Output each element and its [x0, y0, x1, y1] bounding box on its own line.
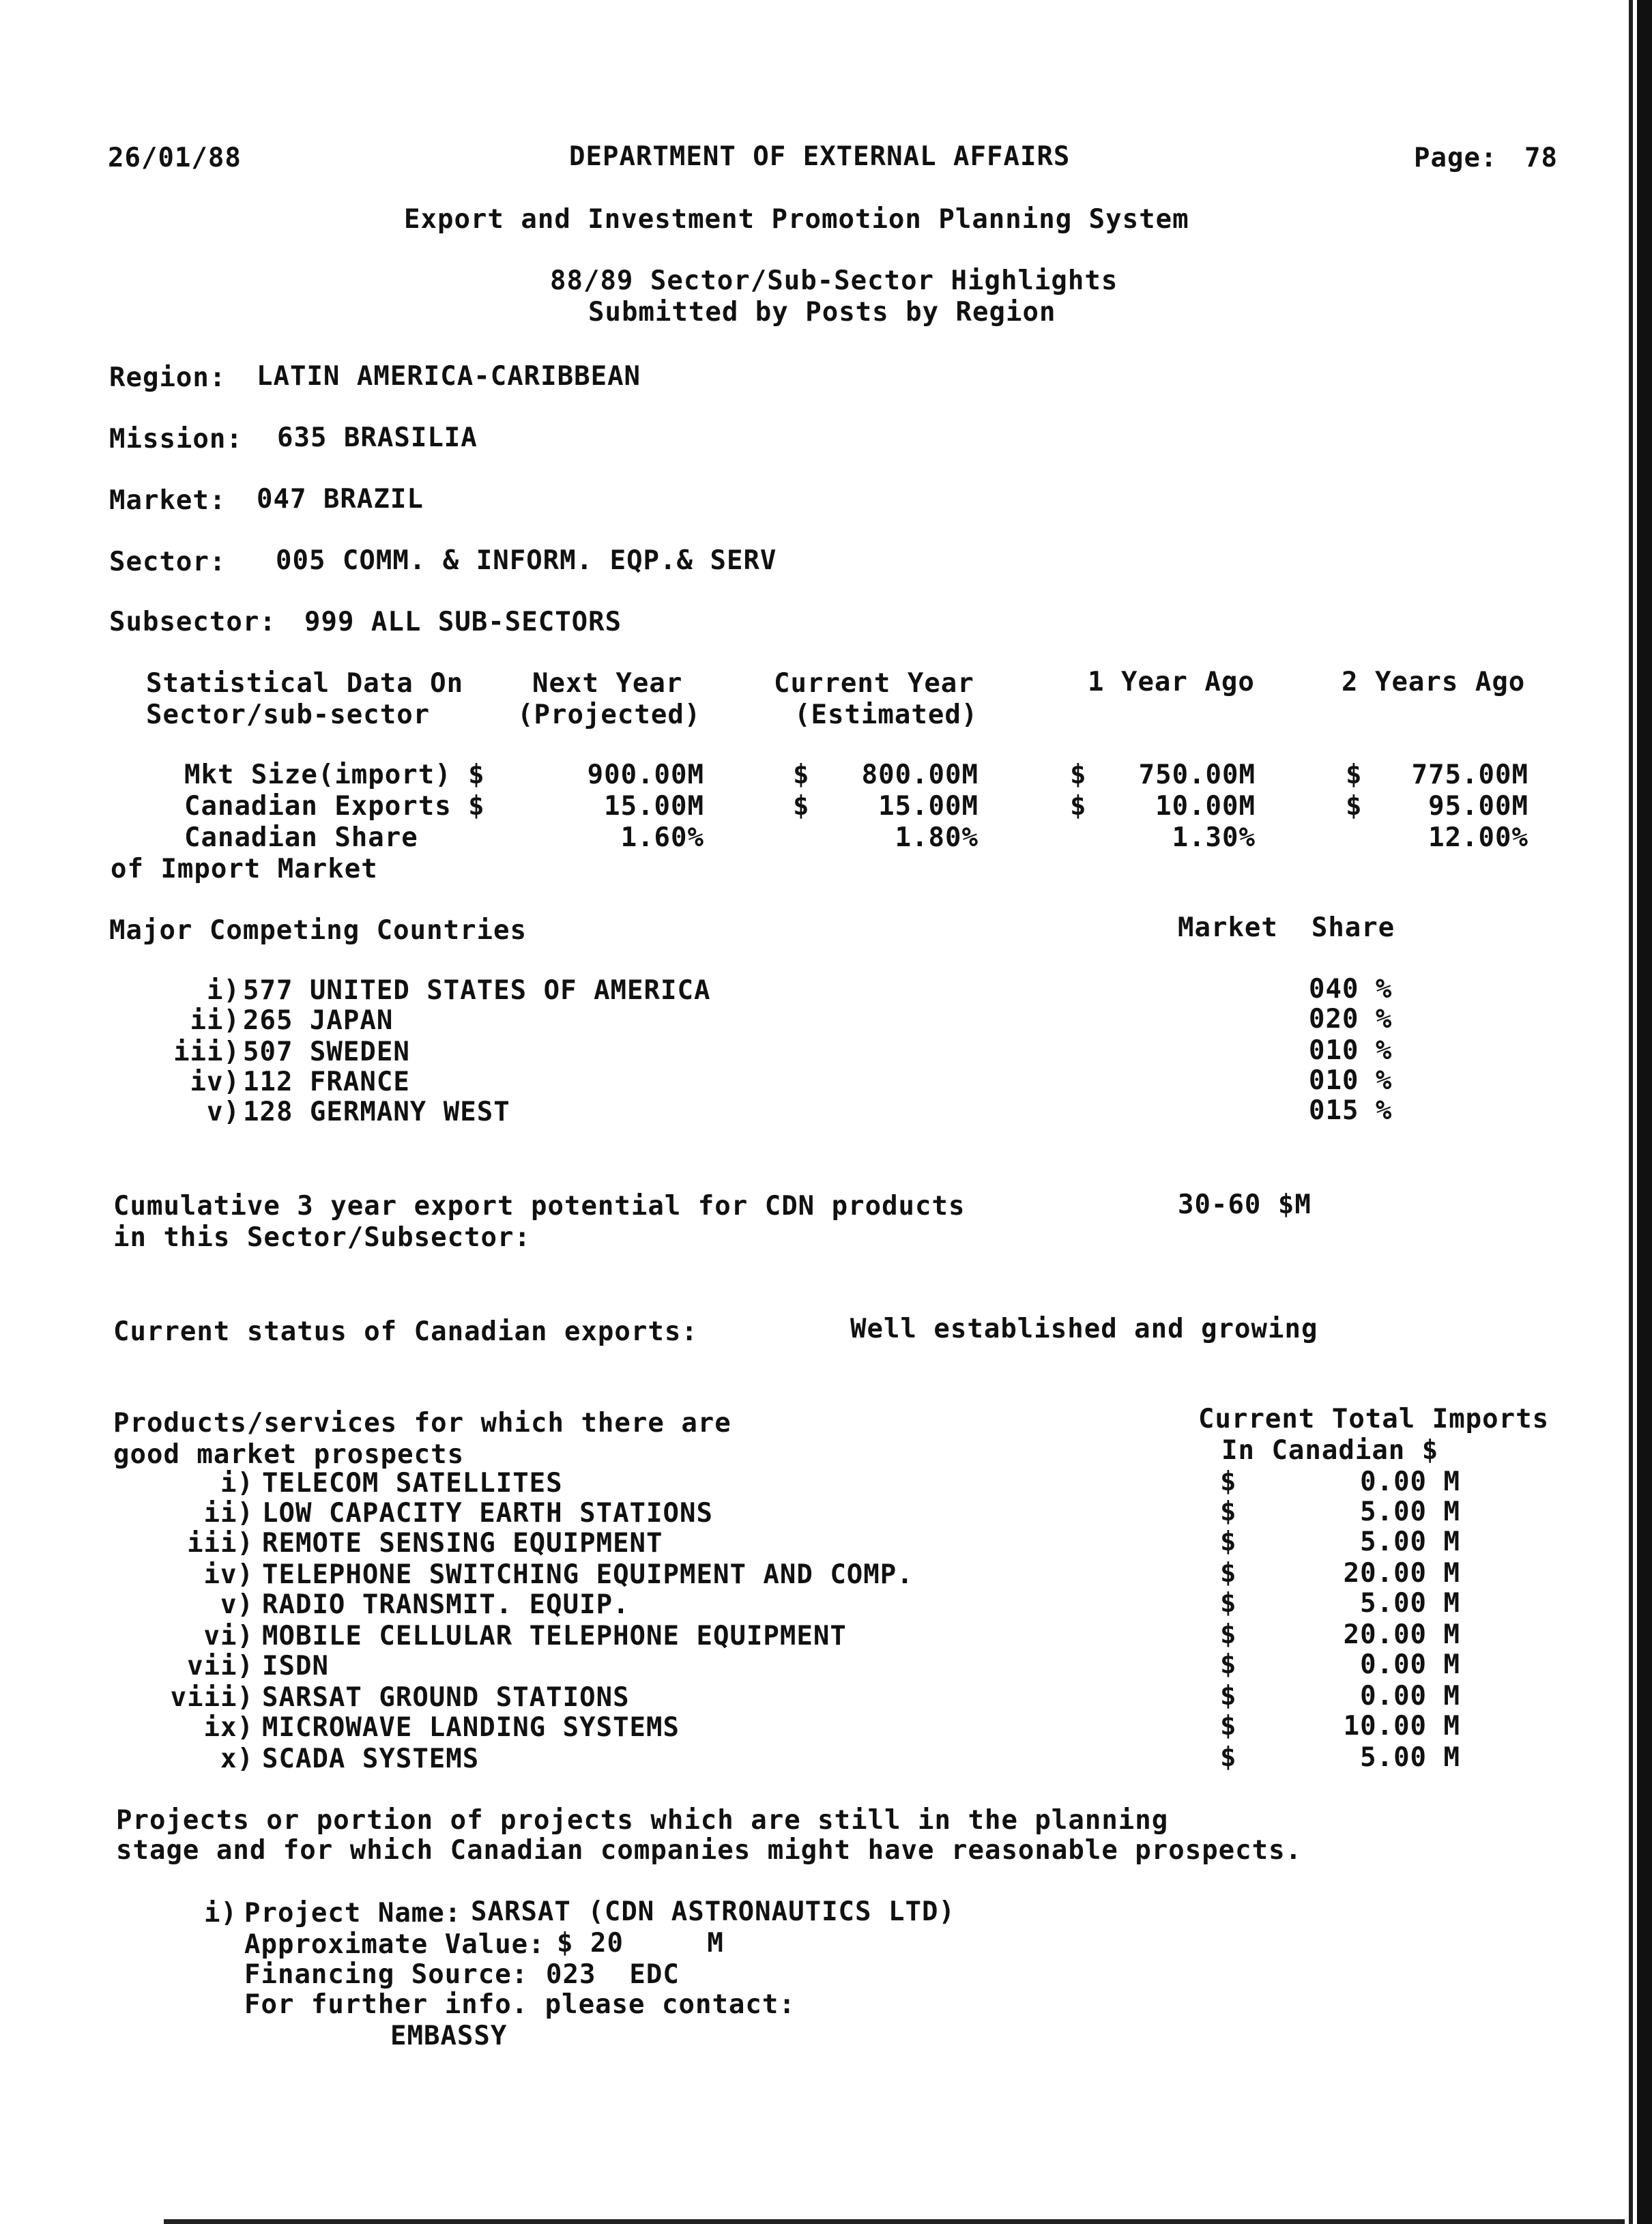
potential-value: 30-60 $M: [1178, 1189, 1312, 1220]
product-sym: $: [1220, 1742, 1237, 1773]
projects-line1: Projects or portion of projects which are still in the planning: [116, 1805, 1169, 1836]
scan-bottom-edge: [164, 2219, 1625, 2224]
market-label: Market:: [109, 485, 227, 516]
mission-value: 635 BRASILIA: [277, 422, 478, 453]
stats-1y-value: 10.00M: [1155, 791, 1256, 822]
competitor-country: 507 SWEDEN: [243, 1037, 410, 1067]
competitors-title: Major Competing Countries: [109, 915, 527, 946]
report-date: 26/01/88: [108, 143, 242, 173]
stats-header-label: Statistical Data On: [146, 668, 464, 699]
stats-2y-value: 95.00M: [1428, 791, 1528, 822]
product-name: SCADA SYSTEMS: [262, 1744, 480, 1774]
product-name: MOBILE CELLULAR TELEPHONE EQUIPMENT: [262, 1621, 847, 1651]
submitted-title: Submitted by Posts by Region: [588, 297, 1056, 328]
stats-header-label2: Sector/sub-sector: [146, 699, 431, 730]
product-sym: $: [1220, 1711, 1237, 1742]
potential-line2: in this Sector/Subsector:: [113, 1222, 531, 1253]
subsector-label: Subsector:: [109, 607, 276, 637]
product-num: viii): [170, 1682, 254, 1713]
sector-value: 005 COMM. & INFORM. EQP.& SERV: [276, 545, 777, 576]
product-name: REMOTE SENSING EQUIPMENT: [262, 1528, 663, 1559]
stats-header-current: Current Year: [774, 668, 974, 699]
stats-row-label: Canadian Exports $: [184, 791, 485, 822]
project-num: i): [204, 1898, 237, 1929]
financing-label: Financing Source:: [244, 1959, 529, 1990]
scan-edge: [1637, 0, 1652, 2224]
imports-header2: In Canadian $: [1221, 1435, 1439, 1466]
product-name: ISDN: [262, 1651, 329, 1681]
competitor-num: iv): [190, 1067, 240, 1097]
stats-1y-sym: $: [1070, 760, 1087, 790]
competitor-country: 577 UNITED STATES OF AMERICA: [243, 975, 711, 1006]
stats-header-current2: (Estimated): [794, 699, 979, 730]
competitor-num: iii): [173, 1037, 240, 1067]
sector-label: Sector:: [109, 547, 227, 577]
product-num: x): [220, 1744, 254, 1774]
stats-current-sym: $: [793, 791, 810, 822]
imports-header1: Current Total Imports: [1198, 1404, 1550, 1434]
stats-header-next: Next Year: [532, 668, 683, 699]
status-value: Well established and growing: [850, 1314, 1318, 1344]
product-num: iv): [203, 1559, 254, 1590]
product-name: MICROWAVE LANDING SYSTEMS: [262, 1712, 680, 1743]
status-label: Current status of Canadian exports:: [113, 1316, 698, 1347]
product-num: i): [220, 1468, 254, 1499]
stats-2y-value: 775.00M: [1411, 760, 1528, 790]
system-title: Export and Investment Promotion Planning System: [404, 204, 1189, 235]
project-name-label: Project Name:: [244, 1898, 462, 1929]
stats-header-next2: (Projected): [517, 699, 701, 730]
market-value: 047 BRAZIL: [257, 484, 424, 515]
competitor-country: 128 GERMANY WEST: [243, 1097, 510, 1127]
product-sym: $: [1220, 1467, 1237, 1497]
page-label: Page:: [1414, 143, 1498, 173]
stats-header-1y: 1 Year Ago: [1088, 667, 1255, 697]
projects-line2: stage and for which Canadian companies might have reasonable prospects.: [116, 1835, 1303, 1866]
competitor-num: i): [207, 975, 240, 1006]
stats-current-value: 15.00M: [878, 791, 979, 822]
stats-2y-sym: $: [1346, 760, 1363, 790]
stats-row-label: Canadian Share: [184, 822, 418, 853]
stats-1y-sym: $: [1070, 791, 1087, 822]
stats-2y-sym: $: [1346, 791, 1363, 822]
products-line1: Products/services for which there are: [113, 1408, 731, 1439]
stats-1y-value: 750.00M: [1138, 760, 1256, 790]
competitor-share: 040 %: [1309, 974, 1393, 1005]
product-sym: $: [1220, 1497, 1237, 1527]
competitor-num: v): [207, 1097, 240, 1127]
financing-value: 023 EDC: [546, 1959, 680, 1990]
stats-current-value: 1.80%: [895, 822, 979, 853]
product-sym: $: [1220, 1558, 1237, 1589]
products-line2: good market prospects: [113, 1439, 465, 1470]
product-value: 0.00 M: [1360, 1681, 1460, 1712]
product-sym: $: [1220, 1588, 1237, 1619]
mission-label: Mission:: [109, 424, 243, 454]
product-name: TELEPHONE SWITCHING EQUIPMENT AND COMP.: [262, 1559, 914, 1590]
product-name: LOW CAPACITY EARTH STATIONS: [262, 1498, 713, 1529]
region-label: Region:: [109, 362, 227, 393]
product-num: vi): [203, 1621, 254, 1651]
product-sym: $: [1220, 1619, 1237, 1650]
stats-next-value: 1.60%: [620, 822, 704, 853]
product-value: 0.00 M: [1360, 1467, 1460, 1497]
import-market-label: of Import Market: [111, 854, 378, 884]
competitor-country: 112 FRANCE: [243, 1067, 410, 1097]
stats-2y-value: 12.00%: [1428, 822, 1528, 853]
competitor-share: 010 %: [1309, 1035, 1393, 1066]
product-value: 0.00 M: [1360, 1649, 1460, 1680]
competitor-num: ii): [190, 1005, 240, 1036]
market-share-header: Market Share: [1178, 912, 1395, 943]
scan-edge-shadow: [1629, 0, 1633, 2224]
product-num: iii): [187, 1528, 254, 1559]
contact-label: For further info. please contact:: [244, 1989, 796, 2020]
product-num: vii): [187, 1651, 254, 1681]
contact-value: EMBASSY: [390, 2021, 508, 2051]
product-sym: $: [1220, 1681, 1237, 1712]
competitor-share: 015 %: [1309, 1095, 1393, 1126]
product-value: 20.00 M: [1343, 1558, 1460, 1589]
stats-row-label: Mkt Size(import) $: [184, 760, 485, 790]
department-title: DEPARTMENT OF EXTERNAL AFFAIRS: [569, 141, 1071, 172]
product-value: 20.00 M: [1343, 1619, 1460, 1650]
product-value: 5.00 M: [1360, 1588, 1460, 1619]
product-value: 5.00 M: [1360, 1497, 1460, 1527]
highlights-title: 88/89 Sector/Sub-Sector Highlights: [550, 265, 1118, 296]
stats-next-value: 900.00M: [587, 760, 704, 790]
potential-line1: Cumulative 3 year export potential for CDN products: [113, 1191, 966, 1222]
product-value: 5.00 M: [1360, 1527, 1460, 1557]
product-name: RADIO TRANSMIT. EQUIP.: [262, 1589, 630, 1620]
product-name: SARSAT GROUND STATIONS: [262, 1682, 630, 1713]
product-num: v): [220, 1589, 254, 1620]
product-name: TELECOM SATELLITES: [262, 1468, 563, 1499]
project-value-label: Approximate Value:: [244, 1929, 545, 1960]
competitor-share: 020 %: [1309, 1004, 1393, 1035]
project-name-value: SARSAT (CDN ASTRONAUTICS LTD): [471, 1896, 955, 1927]
region-value: LATIN AMERICA-CARIBBEAN: [257, 361, 641, 392]
stats-current-value: 800.00M: [861, 760, 979, 790]
product-num: ii): [203, 1498, 254, 1529]
stats-1y-value: 1.30%: [1172, 822, 1256, 853]
competitor-share: 010 %: [1309, 1065, 1393, 1096]
subsector-value: 999 ALL SUB-SECTORS: [304, 607, 622, 637]
stats-header-2y: 2 Years Ago: [1342, 667, 1526, 697]
project-value-value: $ 20 M: [557, 1928, 724, 1959]
stats-current-sym: $: [793, 760, 810, 790]
page-number: 78: [1524, 143, 1558, 173]
product-sym: $: [1220, 1649, 1237, 1680]
product-sym: $: [1220, 1527, 1237, 1557]
competitor-country: 265 JAPAN: [243, 1005, 394, 1036]
product-value: 5.00 M: [1360, 1742, 1460, 1773]
stats-next-value: 15.00M: [604, 791, 704, 822]
product-value: 10.00 M: [1343, 1711, 1460, 1742]
product-num: ix): [203, 1712, 254, 1743]
